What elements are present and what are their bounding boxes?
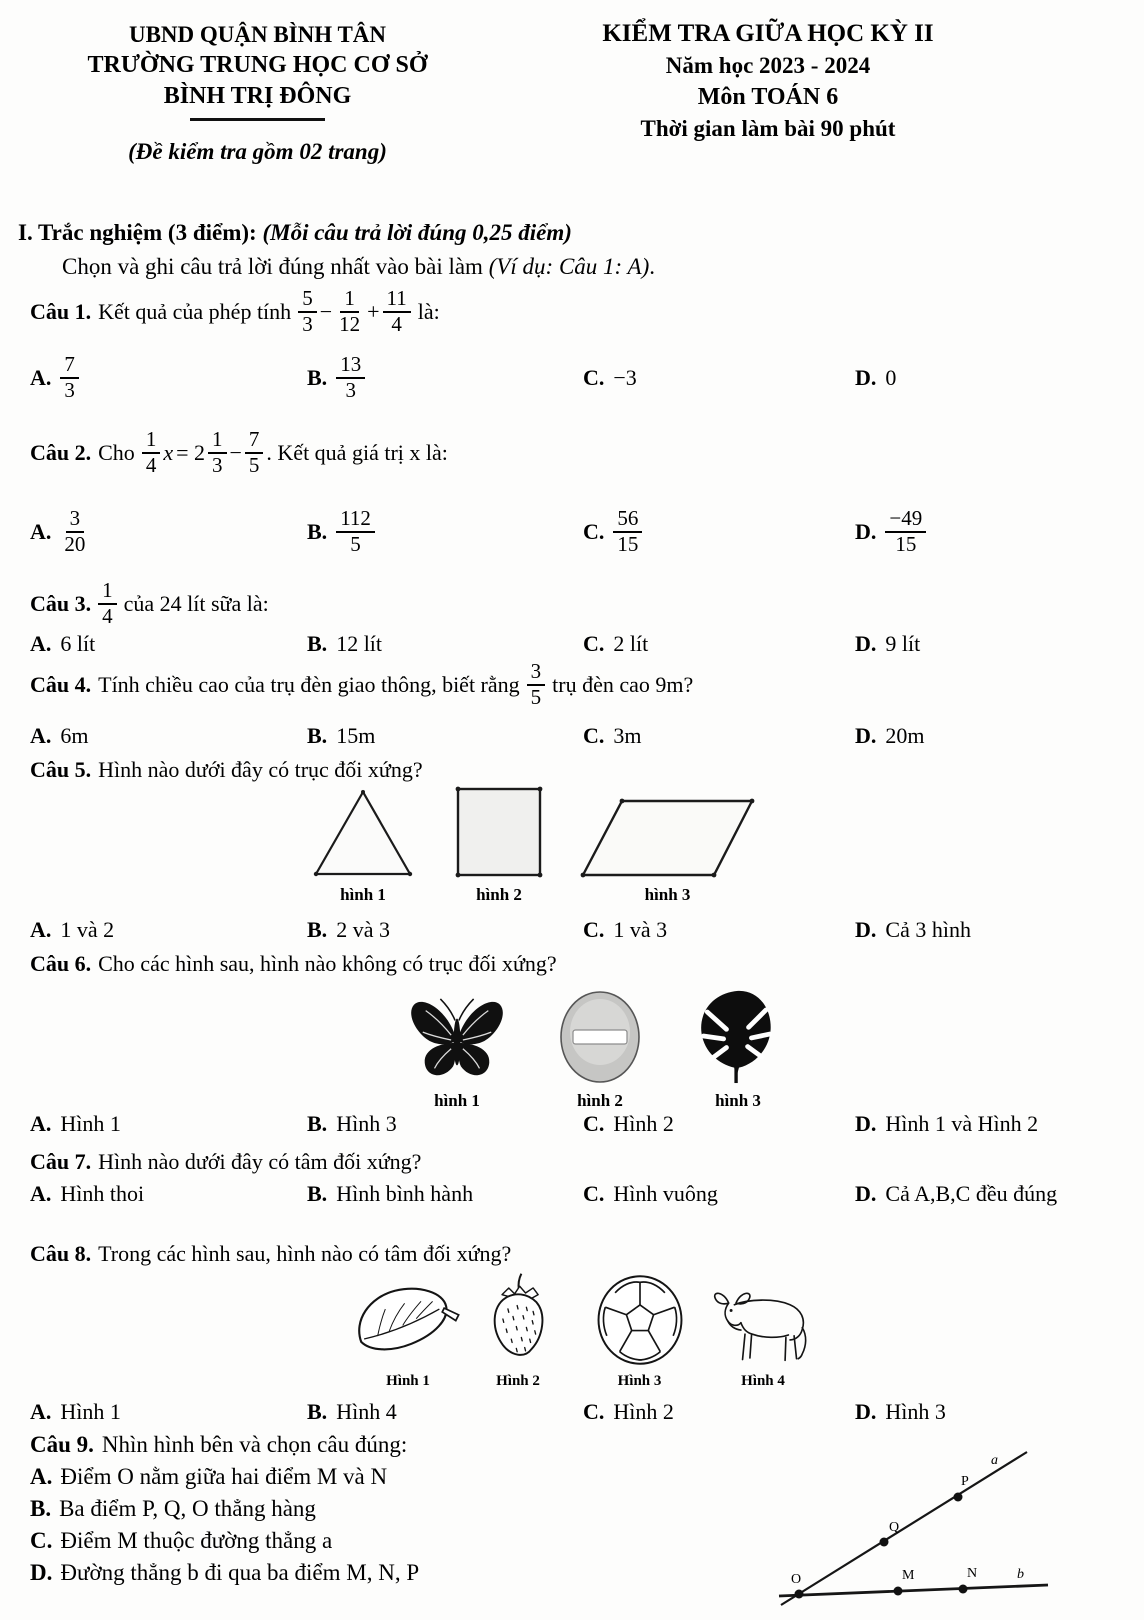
option-c: C. 1 và 3: [583, 917, 668, 942]
exam-title: KIỂM TRA GIỮA HỌC KỲ II: [602, 20, 934, 47]
question-9-stem: Câu 9. Nhìn hình bên và chọn câu đúng:: [30, 1432, 408, 1457]
question-4-stem: Câu 4. Tính chiều cao của trụ đèn giao thông, biết rằng $\frac{3}{5}$ trụ đèn cao 9m?: [30, 659, 694, 709]
option-d: D. Hình 3: [855, 1399, 946, 1424]
figure-2: [455, 786, 543, 905]
leaf-icon: [352, 1284, 464, 1366]
figure-2: [558, 988, 642, 1111]
instruction-line: Chọn và ghi câu trả lời đúng nhất vào bài làm (Ví dụ: Câu 1: A).: [62, 254, 656, 279]
option-b: B. Hình bình hành: [307, 1181, 474, 1206]
line-a-label: a: [991, 1453, 998, 1468]
question-2-options: [30, 502, 1124, 562]
option-a: A. Hình thoi: [30, 1181, 145, 1206]
point-p-label: P: [961, 1474, 969, 1489]
line-b-label: b: [1017, 1567, 1024, 1582]
duration: Thời gian làm bài 90 phút: [640, 116, 896, 141]
fraction: $\frac{56}{15}$: [613, 507, 642, 556]
section-heading: [18, 220, 572, 246]
option-d: D. Đường thẳng b đi qua ba điểm M, N, P: [30, 1560, 420, 1585]
header-right: [540, 20, 996, 142]
option-a: A. 6 lít: [30, 631, 96, 656]
question-3-options: [30, 630, 1124, 658]
fraction: $\frac{11}{4}$: [383, 287, 411, 336]
question-1-options: [30, 350, 1124, 406]
option-c: C. Điểm M thuộc đường thẳng a: [30, 1528, 333, 1553]
option-c: C. 2 lít: [583, 631, 649, 656]
question-3-stem: Câu 3. $\frac{1}{4}$ của 24 lít sữa là:: [30, 578, 269, 628]
option-a: A. Hình 1: [30, 1399, 121, 1424]
figure-3: [580, 786, 755, 905]
header-divider: [190, 118, 325, 121]
figure-caption: Hình 2: [496, 1373, 540, 1389]
option-c: C. Hình vuông: [583, 1181, 718, 1206]
option-d: D. 9 lít: [855, 631, 921, 656]
figure-caption: Hình 1: [386, 1373, 430, 1389]
option-b: B. $\frac{112}{5}$: [307, 507, 583, 556]
option-c: C. $\frac{56}{15}$: [583, 507, 855, 556]
option-b: B. 15m: [307, 723, 376, 748]
option-b: B. Ba điểm P, Q, O thẳng hàng: [30, 1496, 316, 1521]
fraction: $\frac{112}{5}$: [336, 507, 375, 556]
fraction: $\frac{1}{12}$: [339, 286, 361, 336]
question-4-options: [30, 722, 1124, 750]
strawberry-icon: [479, 1272, 557, 1366]
option-b: B. 2 và 3: [307, 917, 390, 942]
school-name-line2: BÌNH TRỊ ĐÔNG: [163, 83, 352, 109]
figure-caption: hình 3: [715, 1091, 761, 1110]
option-c: C. Hình 2: [583, 1111, 674, 1136]
figure-caption: hình 1: [340, 885, 386, 904]
option-b: B. 12 lít: [307, 631, 383, 656]
figure-caption: hình 3: [644, 885, 691, 904]
point-q-label: Q: [889, 1520, 900, 1535]
header-left: [45, 22, 470, 165]
point-m-label: M: [902, 1568, 915, 1583]
option-c: C. Hình 2: [583, 1399, 674, 1424]
parallelogram-icon: [580, 798, 755, 878]
fraction: $\frac{7}{5}$: [245, 428, 264, 477]
option-b: B. Hình 3: [307, 1111, 397, 1136]
option-a: A. $\frac{3}{20}$: [30, 507, 307, 556]
subject: Môn TOÁN 6: [697, 84, 839, 110]
fraction: $\frac{5}{3}$: [298, 287, 317, 336]
figure-3: [692, 988, 784, 1111]
figure-3: [593, 1272, 686, 1390]
figure-caption: hình 1: [434, 1091, 480, 1110]
triangle-icon: [310, 788, 416, 878]
figure-caption: Hình 3: [617, 1373, 662, 1389]
point-n-label: N: [967, 1566, 978, 1581]
option-a: A. Hình 1: [30, 1111, 121, 1136]
question-8-stem: Câu 8. Trong các hình sau, hình nào có tâm đối xứng?: [30, 1241, 512, 1266]
option-a: A. 1 và 2: [30, 917, 115, 942]
fraction: $\frac{7}{3}$: [60, 353, 79, 402]
figure-1: [408, 988, 506, 1111]
two-lines-figure: [745, 1440, 1055, 1618]
question-2-stem: Câu 2. Cho $\frac{1}{4}$ x = 2 $\frac{1}{3}$ − $\frac{7}{5}$ . Kết quả giá trị x là:: [30, 427, 448, 477]
option-c: C. −3: [583, 365, 637, 390]
fraction: $\frac{13}{3}$: [336, 353, 365, 402]
fraction: $\frac{-49}{15}$: [885, 507, 926, 556]
point-o-label: O: [791, 1572, 802, 1587]
school-year: Năm học 2023 - 2024: [665, 53, 871, 78]
figure-4: [708, 1272, 818, 1390]
figure-caption: hình 2: [577, 1091, 623, 1110]
option-d: D. 20m: [855, 723, 925, 748]
school-name-line1: TRƯỜNG TRUNG HỌC CƠ SỞ: [87, 52, 428, 78]
page-count-note: (Đề kiểm tra gồm 02 trang): [128, 139, 387, 164]
fraction: $\frac{1}{3}$: [208, 428, 227, 477]
option-b: B. $\frac{13}{3}$: [307, 353, 583, 402]
butterfly-icon: [408, 994, 506, 1084]
section-title: I. Trắc nghiệm (3 điểm):: [18, 220, 257, 245]
question-5-options: [30, 916, 1124, 944]
buffalo-icon: [709, 1286, 817, 1366]
soccer-ball-icon: [595, 1274, 685, 1366]
monstera-leaf-icon: [693, 988, 783, 1084]
lines-diagram: [745, 1440, 1055, 1620]
question-6-stem: Câu 6. Cho các hình sau, hình nào không có trục đối xứng?: [30, 951, 557, 976]
option-a: A. $\frac{7}{3}$: [30, 353, 307, 402]
option-d: D. Cả 3 hình: [855, 917, 971, 942]
figure-caption: hình 2: [476, 885, 522, 904]
option-a: A. Điểm O nằm giữa hai điểm M và N: [30, 1464, 388, 1489]
fraction: $\frac{3}{20}$: [64, 506, 86, 556]
question-1-stem: Câu 1. Kết quả của phép tính $\frac{5}{3}$ − $\frac{1}{12}$ + $\frac{11}{4}$ là:: [30, 286, 440, 336]
option-d: D. Hình 1 và Hình 2: [855, 1111, 1039, 1136]
option-c: C. 3m: [583, 723, 642, 748]
option-d: D. Cả A,B,C đều đúng: [855, 1181, 1058, 1206]
org-name: UBND QUẬN BÌNH TÂN: [128, 22, 387, 47]
option-b: B. Hình 4: [307, 1399, 397, 1424]
rectangle-icon: [455, 786, 543, 878]
option-d: D. $\frac{-49}{15}$: [855, 507, 1124, 556]
figure-1: [308, 786, 418, 905]
option-a: A. 6m: [30, 723, 89, 748]
option-d: D. 0: [855, 365, 897, 390]
section-note: (Mỗi câu trả lời đúng 0,25 điểm): [262, 220, 572, 245]
fraction: $\frac{1}{4}$: [142, 428, 161, 477]
figure-caption: Hình 4: [741, 1373, 785, 1389]
question-5-stem: Câu 5. Hình nào dưới đây có trục đối xứng?: [30, 757, 423, 782]
question-8-options: [30, 1398, 1124, 1426]
fraction: $\frac{3}{5}$: [527, 660, 546, 709]
question-7-options: [30, 1180, 1124, 1208]
question-6-options: [30, 1110, 1124, 1138]
figure-1: [352, 1272, 464, 1390]
question-7-stem: Câu 7. Hình nào dưới đây có tâm đối xứng?: [30, 1149, 422, 1174]
figure-2: [477, 1272, 559, 1390]
no-entry-sign-icon: [558, 990, 642, 1084]
fraction: $\frac{1}{4}$: [98, 579, 117, 628]
